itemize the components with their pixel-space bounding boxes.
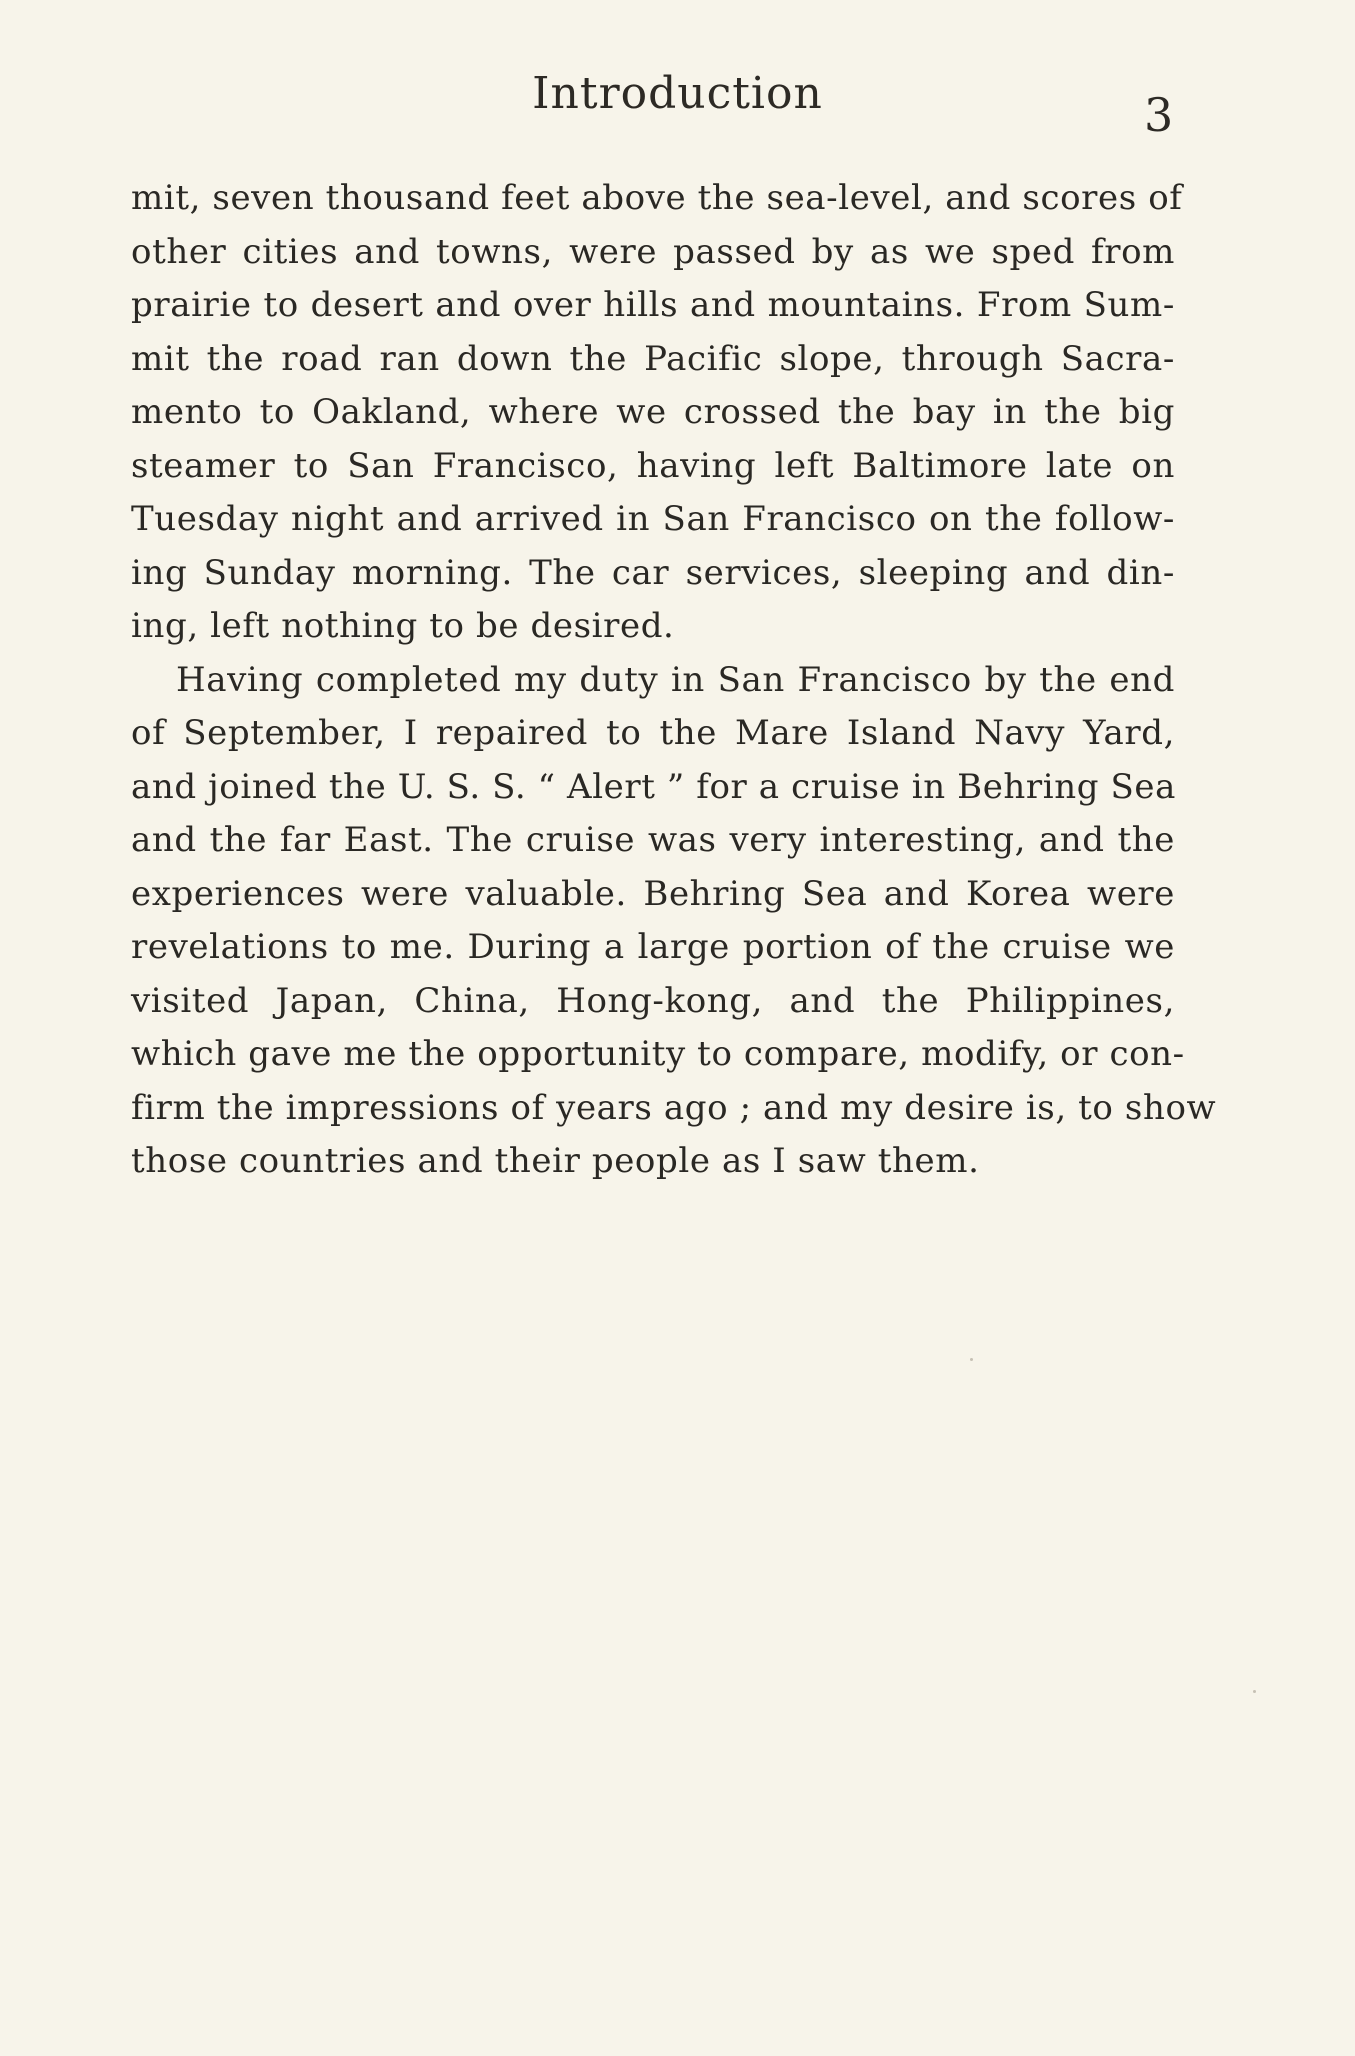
- page-number: 3: [1144, 88, 1174, 142]
- text-line: and joined the U. S. S. “ Alert ” for a cruise in Behring Sea: [131, 766, 1176, 807]
- text-line: prairie to desert and over hills and mountains. From Sum-: [131, 285, 1175, 325]
- text-line: of September, I repaired to the Mare Island Navy Yard,: [131, 713, 1175, 753]
- text-line: revelations to me. During a large portion of the cruise we: [131, 927, 1175, 967]
- text-line: Tuesday night and arrived in San Francisco on the follow-: [131, 499, 1175, 539]
- running-title: Introduction: [532, 68, 823, 119]
- text-line: visited Japan, China, Hong-kong, and the Philippines,: [131, 980, 1175, 1021]
- text-line: mento to Oakland, where we crossed the bay in the big: [131, 392, 1175, 432]
- text-line: other cities and towns, were passed by as we sped from: [131, 231, 1175, 272]
- body-text: [131, 172, 1217, 1189]
- text-line: and the far East. The cruise was very interesting, and the: [131, 820, 1175, 860]
- text-line: which gave me the opportunity to compare, modify, or con-: [131, 1034, 1185, 1074]
- text-line: steamer to San Francisco, having left Baltimore late on: [131, 445, 1175, 486]
- text-line: mit the road ran down the Pacific slope, through Sacra-: [131, 338, 1175, 379]
- text-line: experiences were valuable. Behring Sea and Korea were: [131, 873, 1175, 914]
- paper-speck: [970, 1358, 973, 1361]
- paper-speck: [1253, 1690, 1256, 1693]
- text-line: firm the impressions of years ago ; and my desire is, to show: [131, 1087, 1217, 1128]
- text-line: those countries and their people as I saw them.: [131, 1141, 980, 1181]
- text-line: ing, left nothing to be desired.: [131, 606, 675, 646]
- text-line: Having completed my duty in San Francisco by the end: [176, 659, 1175, 700]
- text-line: ing Sunday morning. The car services, sleeping and din-: [131, 552, 1175, 593]
- text-line: mit, seven thousand feet above the sea-level, and scores of: [131, 178, 1183, 218]
